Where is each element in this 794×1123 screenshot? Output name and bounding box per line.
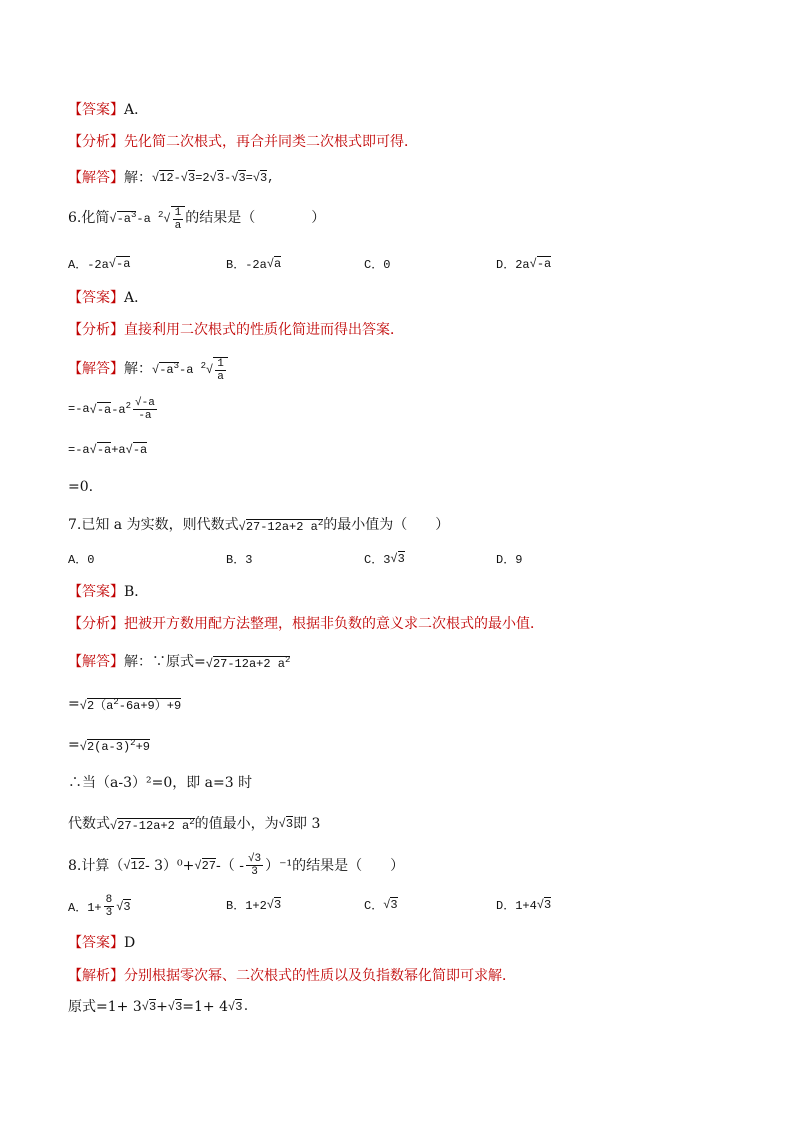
q7-option-d xyxy=(496,550,522,567)
step-part: -6a+9）+9 xyxy=(118,699,182,713)
q7-stem: 7.已知 a 为实数，则代数式 √27-12a+2 $a^2$ 的最小值为（ ） xyxy=(68,517,450,534)
q5-answer xyxy=(68,100,148,120)
q5-formula: √12-√3=2√3-√3=√3, xyxy=(152,171,275,185)
q8-solution: 原式=1+ 3 √3 + √3 =1+ 4 √3. xyxy=(68,999,250,1015)
stem-prefix: 8.计算（ xyxy=(68,857,124,874)
analysis-text: 把被开方数用配方法整理，根据非负数的意义求二次根式的最小值． xyxy=(124,616,544,632)
q6-answer xyxy=(68,288,148,308)
analysis-text: 分别根据零次幂、二次根式的性质以及负指数幂化简即可求解． xyxy=(124,968,516,984)
analysis-text: 直接利用二次根式的性质化简进而得出答案． xyxy=(124,322,404,338)
q6-step2: =-a √-a+a√-a xyxy=(68,440,147,460)
q7-final: 代数式 √27-12a+2 $a^2$ 的值最小，为 √3 即 3 xyxy=(68,816,321,833)
q7-option-c: C．3 √3 xyxy=(364,551,405,567)
solution-part: + xyxy=(156,999,168,1015)
option-label: C． xyxy=(364,899,384,913)
solution-part: 原式=1+ 3 xyxy=(68,999,142,1015)
step-part: 2(a-3) xyxy=(86,740,131,754)
q6-solution xyxy=(68,356,228,383)
analysis-tag: 【解析】 xyxy=(68,968,124,984)
q8-analysis xyxy=(68,966,516,986)
q8-option-c: C． √3 xyxy=(364,897,398,913)
solution-part: =1+ 4 xyxy=(182,999,229,1015)
q8-option-a: A．1+ $\frac{8}{3}$ √3 xyxy=(68,894,131,919)
radicand: 27-12a+2 a xyxy=(212,657,285,671)
q7-option-a xyxy=(68,550,94,567)
stem-suffix: ）⁻¹的结果是（ ） xyxy=(265,857,405,874)
q7-step2: = $√2(a^2-6a+9)+9$ xyxy=(68,696,182,713)
condition-text: ∴当（a-3）²=0，即 a=3 时 xyxy=(68,775,253,791)
q5-analysis xyxy=(68,132,418,152)
stem-suffix: 的最小值为（ ） xyxy=(323,517,450,533)
q5-solution xyxy=(68,168,274,188)
q7-condition xyxy=(68,773,252,793)
q8-answer xyxy=(68,933,135,953)
stem-prefix: 7.已知 a 为实数，则代数式 xyxy=(68,517,239,533)
analysis-tag: 【分析】 xyxy=(68,322,124,338)
option-label: A．1+ xyxy=(68,901,102,915)
q6-option-a: A．-2a √-a xyxy=(68,256,131,272)
solution-prefix: 解：∵原式= xyxy=(124,654,206,670)
step-text: =-a xyxy=(68,402,90,417)
option-radicand: -a xyxy=(536,256,552,271)
option-label: C．3 xyxy=(364,553,391,567)
solution-tag: 【解答】 xyxy=(68,654,124,670)
option-label: D．2a xyxy=(496,258,530,272)
answer-text: A． xyxy=(124,290,149,306)
solution-prefix: 解： xyxy=(124,361,152,378)
stem-mid: - 3）⁰+ xyxy=(144,857,195,874)
answer-tag: 【答案】 xyxy=(68,290,124,306)
q6-analysis xyxy=(68,320,404,340)
q7-analysis xyxy=(68,614,544,634)
option-label: A．0 xyxy=(68,553,95,567)
final-tail: 即 3 xyxy=(293,816,321,832)
step-part: +9 xyxy=(135,740,150,754)
solution-tag: 【解答】 xyxy=(68,361,124,378)
q8-option-b: B．1+2 √3 xyxy=(226,897,282,913)
q6-step1: =-a $√-a-a^2$ $\frac{√-a}{-a}$ xyxy=(68,397,155,423)
analysis-text: 先化简二次根式，再合并同类二次根式即可得． xyxy=(124,134,418,150)
q6-option-c xyxy=(364,255,390,272)
answer-text: D xyxy=(124,935,136,951)
option-radicand: -a xyxy=(116,256,131,271)
option-label: A．-2a xyxy=(68,258,109,272)
stem-prefix: 6.化简 xyxy=(68,210,110,227)
analysis-tag: 【分析】 xyxy=(68,616,124,632)
option-label: B．3 xyxy=(226,553,253,567)
q6-step3 xyxy=(68,477,93,497)
q7-solution: 【解答】 解：∵原式= √27-12a+2 $a^2$ xyxy=(68,654,291,671)
final-prefix: 代数式 xyxy=(68,816,110,832)
final-suffix: 的值最小，为 xyxy=(194,816,279,832)
q6-stem xyxy=(68,205,325,232)
stem-suffix: 的结果是（ ） xyxy=(185,210,326,227)
q7-option-b xyxy=(226,550,252,567)
answer-text: A． xyxy=(124,102,149,118)
option-label: B．-2a xyxy=(226,258,267,272)
step-text: =0. xyxy=(68,479,94,495)
q8-stem: 8.计算（ √12 - 3）⁰+ √27 -（ - $\frac{√3}{3}$ ）⁻¹的结果是（ ） xyxy=(68,853,405,878)
analysis-tag: 【分析】 xyxy=(68,134,124,150)
answer-tag: 【答案】 xyxy=(68,584,124,600)
option-label: D．9 xyxy=(496,553,523,567)
option-label: C．0 xyxy=(364,258,391,272)
radicand: 27-12a+2 a xyxy=(117,819,190,833)
q7-step3: = $√2(a-3)^2+9$ xyxy=(68,737,150,754)
q6-option-d: D．2a √-a xyxy=(496,256,552,272)
step-part: 2（a xyxy=(86,699,114,713)
option-radicand: a xyxy=(274,256,282,271)
q8-option-d: D．1+4 √3 xyxy=(496,897,552,913)
step-text: =-a xyxy=(68,443,90,457)
answer-tag: 【答案】 xyxy=(68,102,124,118)
option-label: B．1+2 xyxy=(226,899,267,913)
solution-prefix: 解： xyxy=(124,170,152,186)
answer-text: B． xyxy=(124,584,149,600)
stem-mid2: -（ - xyxy=(216,857,244,874)
solution-tag: 【解答】 xyxy=(68,170,124,186)
radicand: 27-12a+2 a xyxy=(245,520,318,534)
q6-option-b: B．-2a √a xyxy=(226,256,282,272)
q7-answer xyxy=(68,582,148,602)
q6-solution-expr: $√-a^3-a$ $^2$√ $\frac{1}{a}$ xyxy=(152,356,228,383)
q6-expression: $√-a^3-a$ $^2$√ $\frac{1}{a}$ xyxy=(109,205,185,232)
option-label: D．1+4 xyxy=(496,899,537,913)
answer-tag: 【答案】 xyxy=(68,935,124,951)
